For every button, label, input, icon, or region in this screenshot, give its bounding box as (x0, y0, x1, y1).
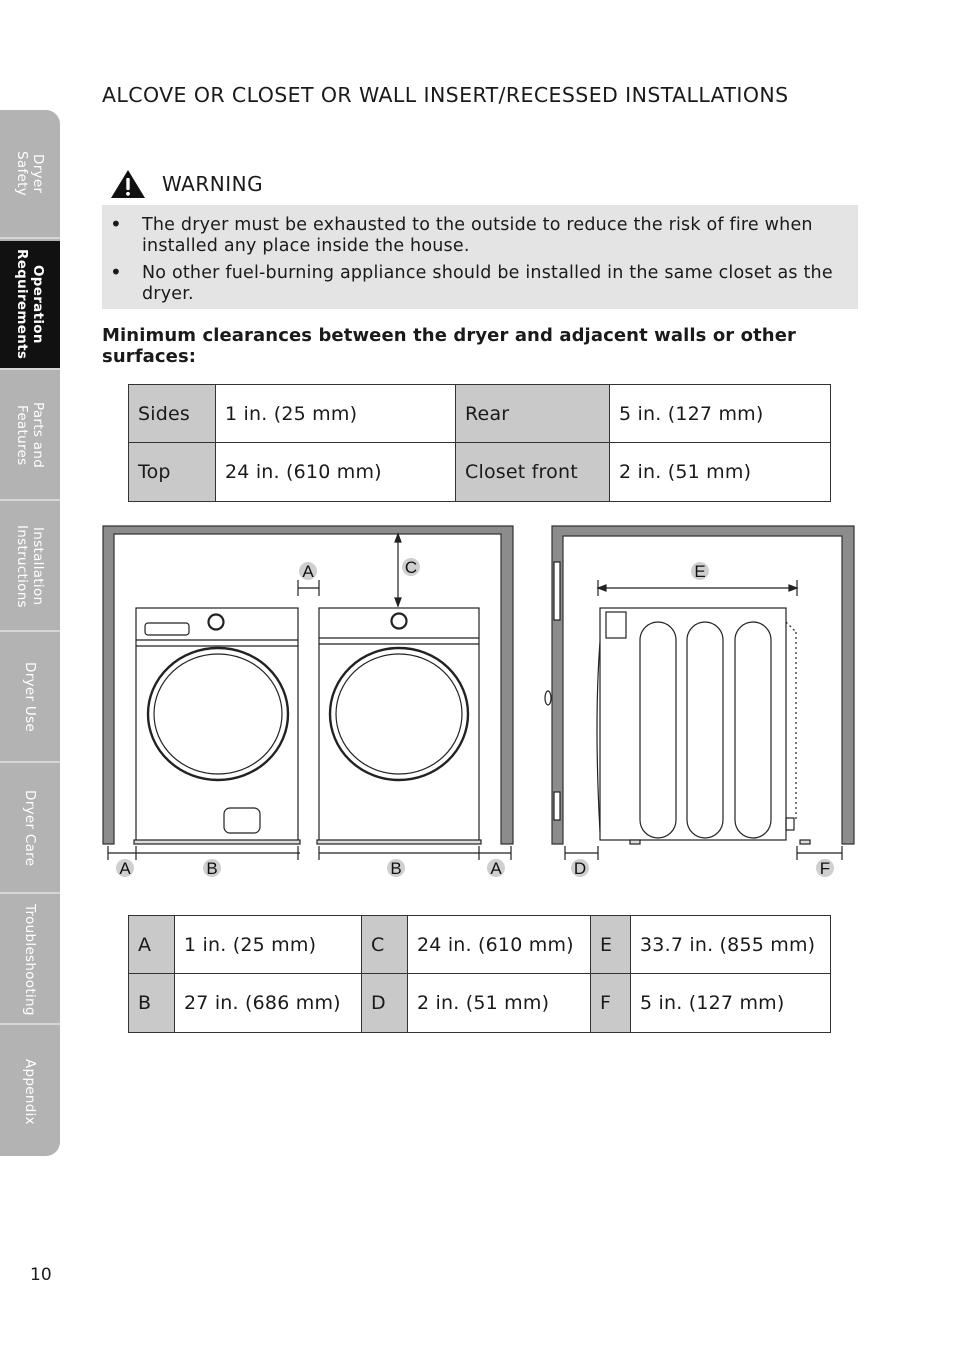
clearance-label: Closet front (456, 443, 610, 502)
tab-troubleshooting[interactable] (0, 896, 60, 1025)
washer-illustration (134, 608, 300, 844)
dimension-value: 2 in. (51 mm) (408, 974, 591, 1033)
tab-label: Dryer Care (22, 790, 38, 867)
tab-label: Dryer Use (22, 662, 38, 733)
tab-label: Troubleshooting (22, 903, 38, 1016)
section-title: ALCOVE OR CLOSET OR WALL INSERT/RECESSED INSTALLATIONS (102, 83, 789, 107)
dimension-key: B (129, 974, 175, 1033)
tab-label: Installation Instructions (14, 525, 46, 608)
label-a: A (302, 562, 314, 581)
tab-label: Parts and Features (14, 402, 46, 469)
table-row (129, 974, 831, 1033)
clearance-value: 1 in. (25 mm) (216, 385, 456, 443)
warning-item: • No other fuel-burning appliance should be installed in the same closet as the dryer. (142, 263, 842, 305)
warning-item: • The dryer must be exhausted to the outside to reduce the risk of fire when installed any place inside the house. (142, 215, 842, 257)
tab-label: Appendix (22, 1058, 38, 1125)
tab-dryer-use[interactable] (0, 634, 60, 763)
label-a: A (119, 859, 131, 878)
dimension-key: E (591, 916, 631, 974)
dimension-key: D (362, 974, 408, 1033)
tab-installation-instructions[interactable] (0, 503, 60, 632)
dimension-value: 33.7 in. (855 mm) (631, 916, 831, 974)
label-e: E (694, 562, 706, 581)
tab-operation-requirements[interactable] (0, 241, 60, 370)
table-row (129, 385, 831, 443)
label-c: C (404, 558, 418, 577)
label-d: D (573, 859, 587, 878)
label-b: B (390, 859, 402, 878)
tab-label: Operation Requirements (14, 249, 46, 360)
label-a: A (490, 859, 502, 878)
clearance-value: 5 in. (127 mm) (610, 385, 831, 443)
table-row (129, 916, 831, 974)
dimensions-table (128, 915, 831, 1033)
clearance-value: 2 in. (51 mm) (610, 443, 831, 502)
dryer-side-illustration (597, 608, 810, 844)
tab-dryer-care[interactable] (0, 765, 60, 894)
dryer-front-illustration (317, 608, 481, 844)
clearance-value: 24 in. (610 mm) (216, 443, 456, 502)
clearance-label: Rear (456, 385, 610, 443)
dimension-key: F (591, 974, 631, 1033)
table-row (129, 443, 831, 502)
tab-appendix[interactable] (0, 1027, 60, 1156)
clearances-heading: Minimum clearances between the dryer and adjacent walls or other surfaces: (102, 325, 797, 367)
dimension-value: 27 in. (686 mm) (175, 974, 362, 1033)
tab-label: Dryer Safety (14, 151, 46, 196)
label-f: F (819, 859, 831, 878)
section-tabs (0, 110, 60, 1156)
installation-diagram (100, 522, 860, 882)
dimension-value: 1 in. (25 mm) (175, 916, 362, 974)
clearance-label: Sides (129, 385, 216, 443)
warning-box (102, 205, 858, 309)
page-number: 10 (30, 1265, 52, 1285)
label-b: B (206, 859, 218, 878)
dimension-value: 5 in. (127 mm) (631, 974, 831, 1033)
tab-dryer-safety[interactable] (0, 110, 60, 239)
clearance-label: Top (129, 443, 216, 502)
clearances-table (128, 384, 831, 502)
warning-label: WARNING (162, 172, 264, 196)
dimension-key: A (129, 916, 175, 974)
warning-triangle-icon (110, 169, 146, 199)
dimension-key: C (362, 916, 408, 974)
warning-header (110, 168, 263, 200)
tab-parts-and-features[interactable] (0, 372, 60, 501)
dimension-value: 24 in. (610 mm) (408, 916, 591, 974)
